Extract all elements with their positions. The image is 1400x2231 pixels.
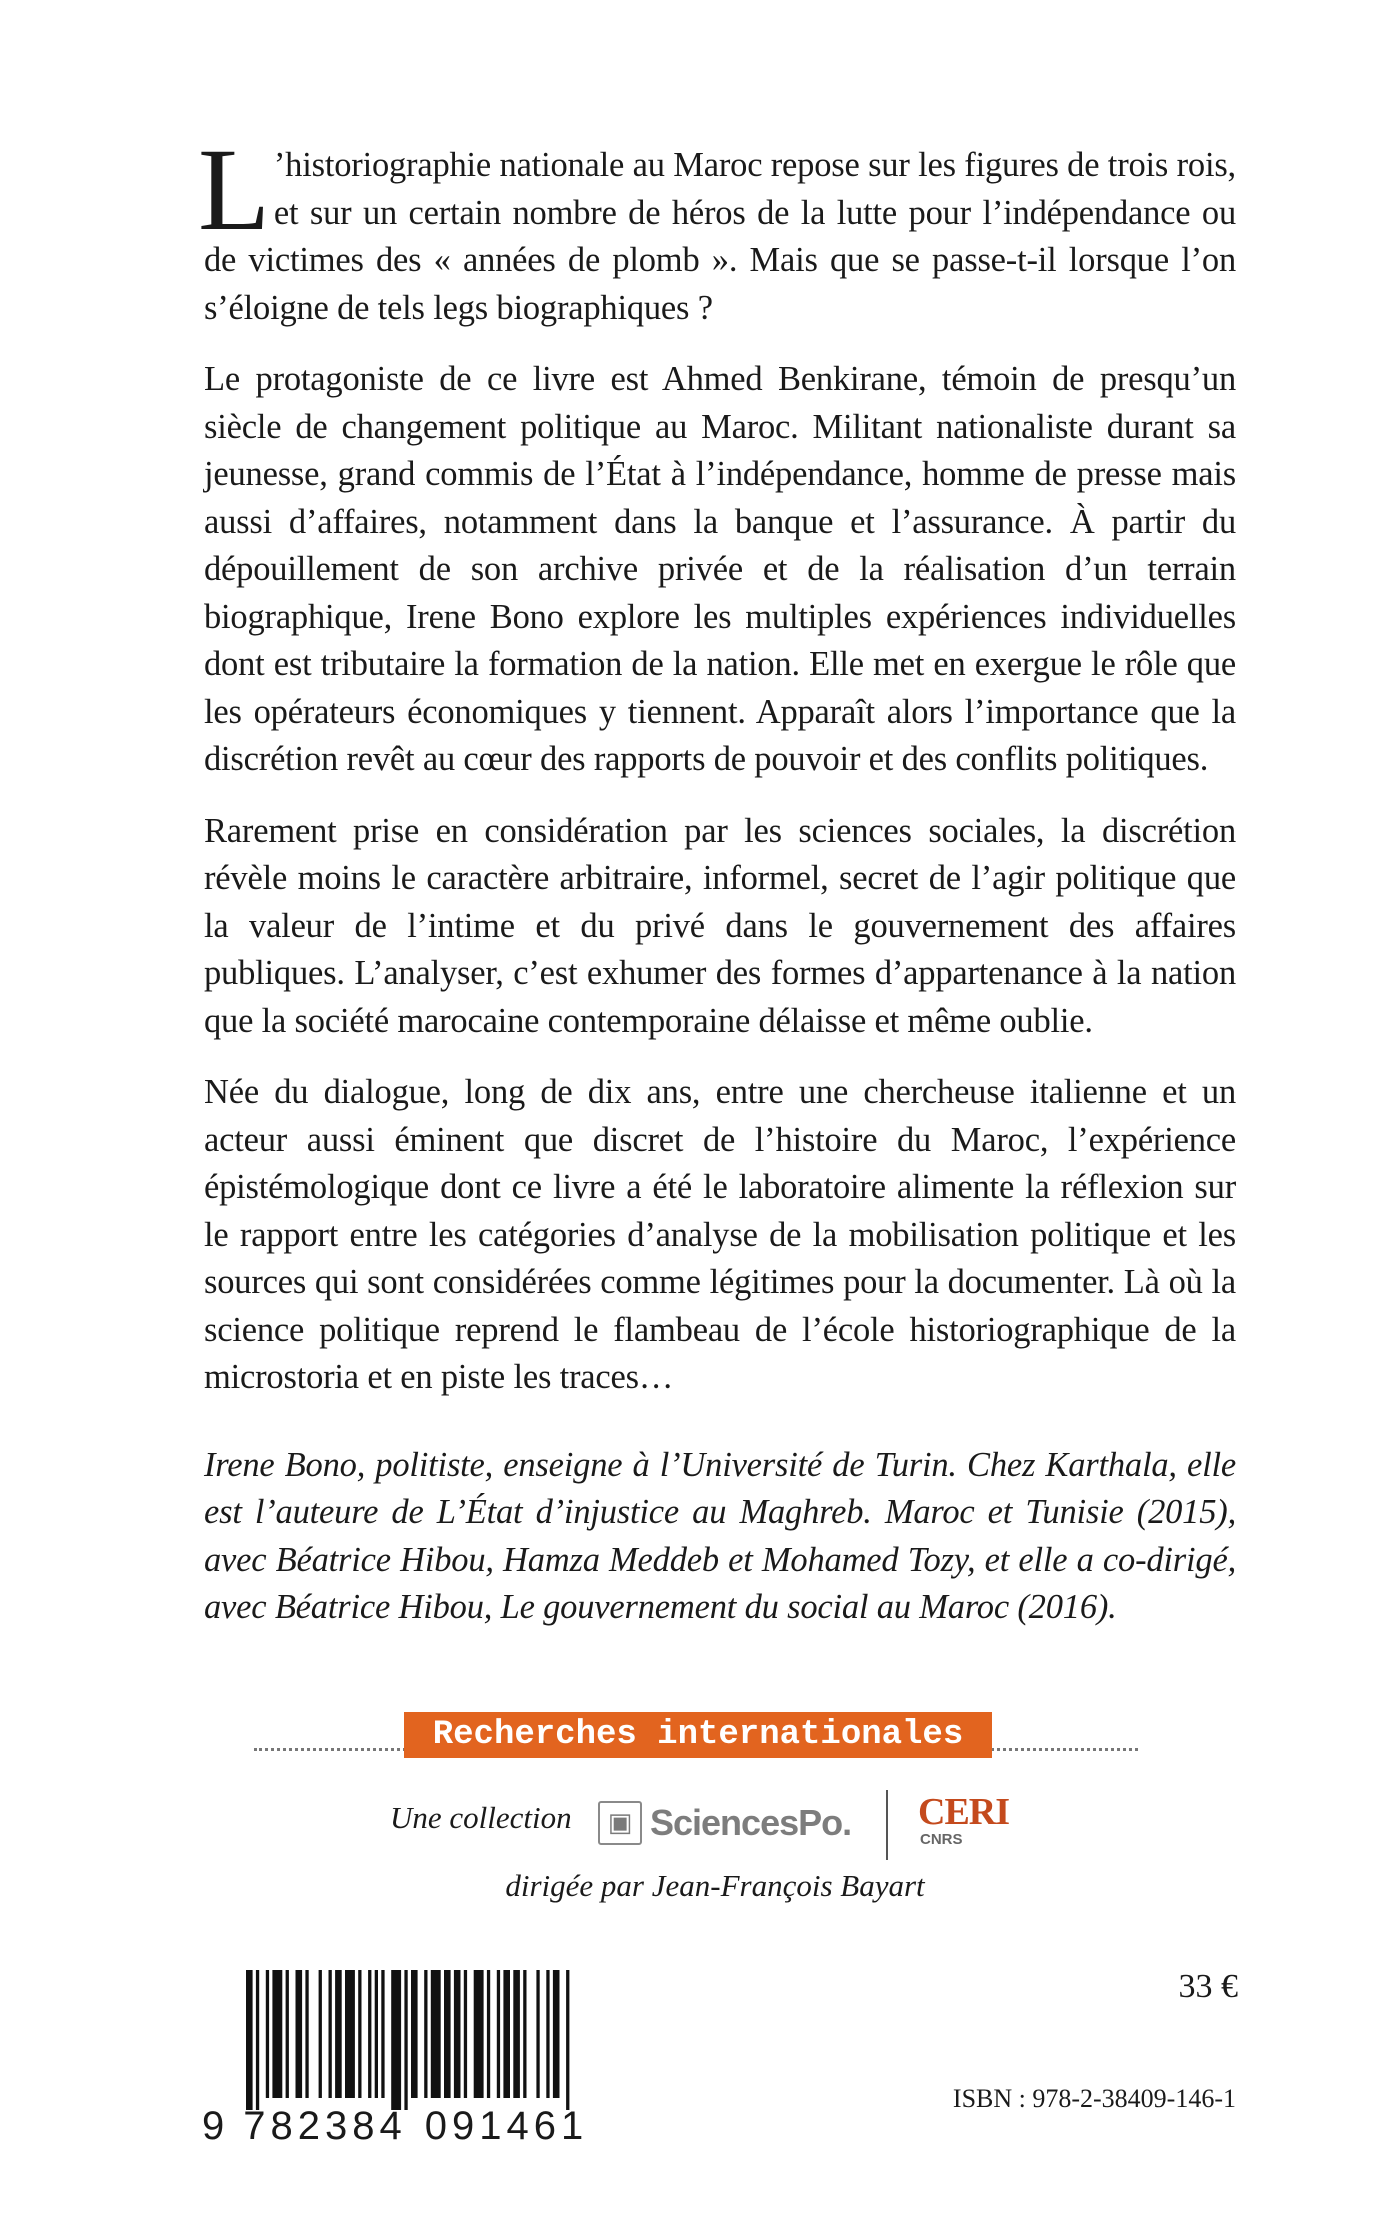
summary-paragraph-2: Le protagoniste de ce livre est Ahmed Benkirane, témoin de presqu’un siècle de changement politique au Maroc. Militant nationaliste durant sa jeunesse, grand commis de l’État à l’indépendance, homme de presse mais aussi d’affaires, notamment dans la banque et l’assurance. À partir du dépouillement de son archive privée et de la réalisation d’un terrain biographique, Irene Bono explore les multiples expériences individuelles dont est tributaire la formation de la nation. Elle met en exergue le rôle que les opérateurs économiques y tiennent. Apparaît alors l’importance que la discrétion revêt au cœur des rapports de pouvoir et des conflits politiques.	[204, 360, 1236, 778]
barcode-bar	[553, 1970, 560, 2098]
barcode-bar	[464, 1970, 467, 2098]
barcode-bar	[487, 1970, 490, 2098]
series-section	[0, 1700, 1400, 1930]
barcode-graphic	[238, 1970, 638, 2110]
barcode-bar	[497, 1970, 500, 2098]
sciencespo-logo	[598, 1798, 851, 1848]
drop-cap: L	[198, 124, 270, 255]
barcode-bar	[319, 1970, 322, 2098]
barcode	[202, 1970, 638, 2150]
barcode-bar	[368, 1970, 371, 2098]
barcode-bar	[474, 1970, 484, 2098]
barcode-bar	[358, 1970, 361, 2098]
logo-divider	[886, 1790, 888, 1860]
barcode-bar	[546, 1970, 549, 2098]
isbn: ISBN : 978-2-38409-146-1	[952, 2084, 1236, 2113]
barcode-bar	[266, 1970, 269, 2098]
summary-paragraph-3: Rarement prise en considération par les sciences sociales, la discrétion révèle moins le caractère arbitraire, informel, secret de l’agir politique que la valeur de l’intime et du privé dans le gouvernement des affaires publiques. L’analyser, c’est exhumer des formes d’appartenance à la nation que la société marocaine contemporaine délaisse et même oublie.	[204, 811, 1236, 1040]
back-cover-text	[198, 124, 1236, 1656]
ceri-logo-icon	[918, 1792, 1009, 1848]
barcode-bar	[256, 1970, 259, 2110]
barcode-bar	[381, 1970, 384, 2098]
barcode-bar	[286, 1970, 289, 2098]
summary-paragraph-4: Née du dialogue, long de dix ans, entre une chercheuse italienne et un acteur aussi éminent que discret de l’histoire du Maroc, l’expérience épistémologique dont ce livre a été le laboratoire alimente la réflexion sur le rapport entre les catégories d’analyse de la mobilisation politique et les sources qui sont considérées comme légitimes pour la documenter. Là où la science politique reprend le flambeau de l’école historiographique de la microstoria et en piste les traces…	[204, 1073, 1236, 1396]
building-emblem-icon: ▣	[598, 1801, 642, 1845]
barcode-bar	[431, 1970, 441, 2098]
barcode-bar	[305, 1970, 308, 2098]
price: 33 €	[1178, 1968, 1238, 2005]
barcode-bar	[424, 1970, 427, 2098]
barcode-number	[202, 2104, 588, 2149]
series-director: dirigée par Jean-François Bayart	[505, 1868, 925, 1903]
ceri-logo-text: CERI	[918, 1791, 1010, 1833]
sciencespo-logo-text: SciencesPo.	[650, 1802, 852, 1843]
barcode-bar	[503, 1970, 510, 2098]
barcode-bar	[536, 1970, 539, 2098]
collection-label: Une collection	[390, 1800, 572, 1835]
series-banner: Recherches internationales	[404, 1712, 992, 1758]
barcode-bar	[345, 1970, 355, 2098]
summary-paragraph-1-text: ’historiographie nationale au Maroc repose sur les figures de trois rois, et sur un certain nombre de héros de la lutte pour l’indépendance ou de victimes des « années de plomb ». Mais que se passe-t-il lorsque l’on s’éloigne de tels legs biographiques ?	[204, 146, 1236, 327]
cnrs-logo-text: CNRS	[920, 1831, 963, 1848]
barcode-bar	[411, 1970, 418, 2098]
barcode-bar	[391, 1970, 401, 2110]
barcode-first-digit: 9	[202, 2104, 230, 2148]
barcode-bar	[375, 1970, 378, 2098]
barcode-bar	[272, 1970, 282, 2098]
barcode-bar	[454, 1970, 461, 2098]
barcode-bar	[404, 1970, 407, 2110]
barcode-bars	[238, 1970, 638, 2110]
barcode-bar	[523, 1970, 526, 2098]
barcode-bar	[566, 1970, 569, 2110]
barcode-bar	[329, 1970, 332, 2098]
summary-paragraph-1	[198, 124, 1236, 332]
barcode-right-group: 091461	[424, 2104, 589, 2148]
collection-logos	[390, 1790, 1050, 1860]
barcode-bar	[296, 1970, 303, 2098]
barcode-bar	[335, 1970, 342, 2098]
barcode-bar	[246, 1970, 253, 2110]
author-bio: Irene Bono, politiste, enseigne à l’Université de Turin. Chez Karthala, elle est l’auteure de L’État d’injustice au Maghreb. Maroc et Tunisie (2015), avec Béatrice Hibou, Hamza Meddeb et Mohamed Tozy, et elle a co-dirigé, avec Béatrice Hibou, Le gouvernement du social au Maroc (2016).	[204, 1445, 1236, 1626]
barcode-bar	[444, 1970, 451, 2098]
barcode-left-group: 782384	[243, 2104, 407, 2148]
barcode-bar	[513, 1970, 520, 2098]
